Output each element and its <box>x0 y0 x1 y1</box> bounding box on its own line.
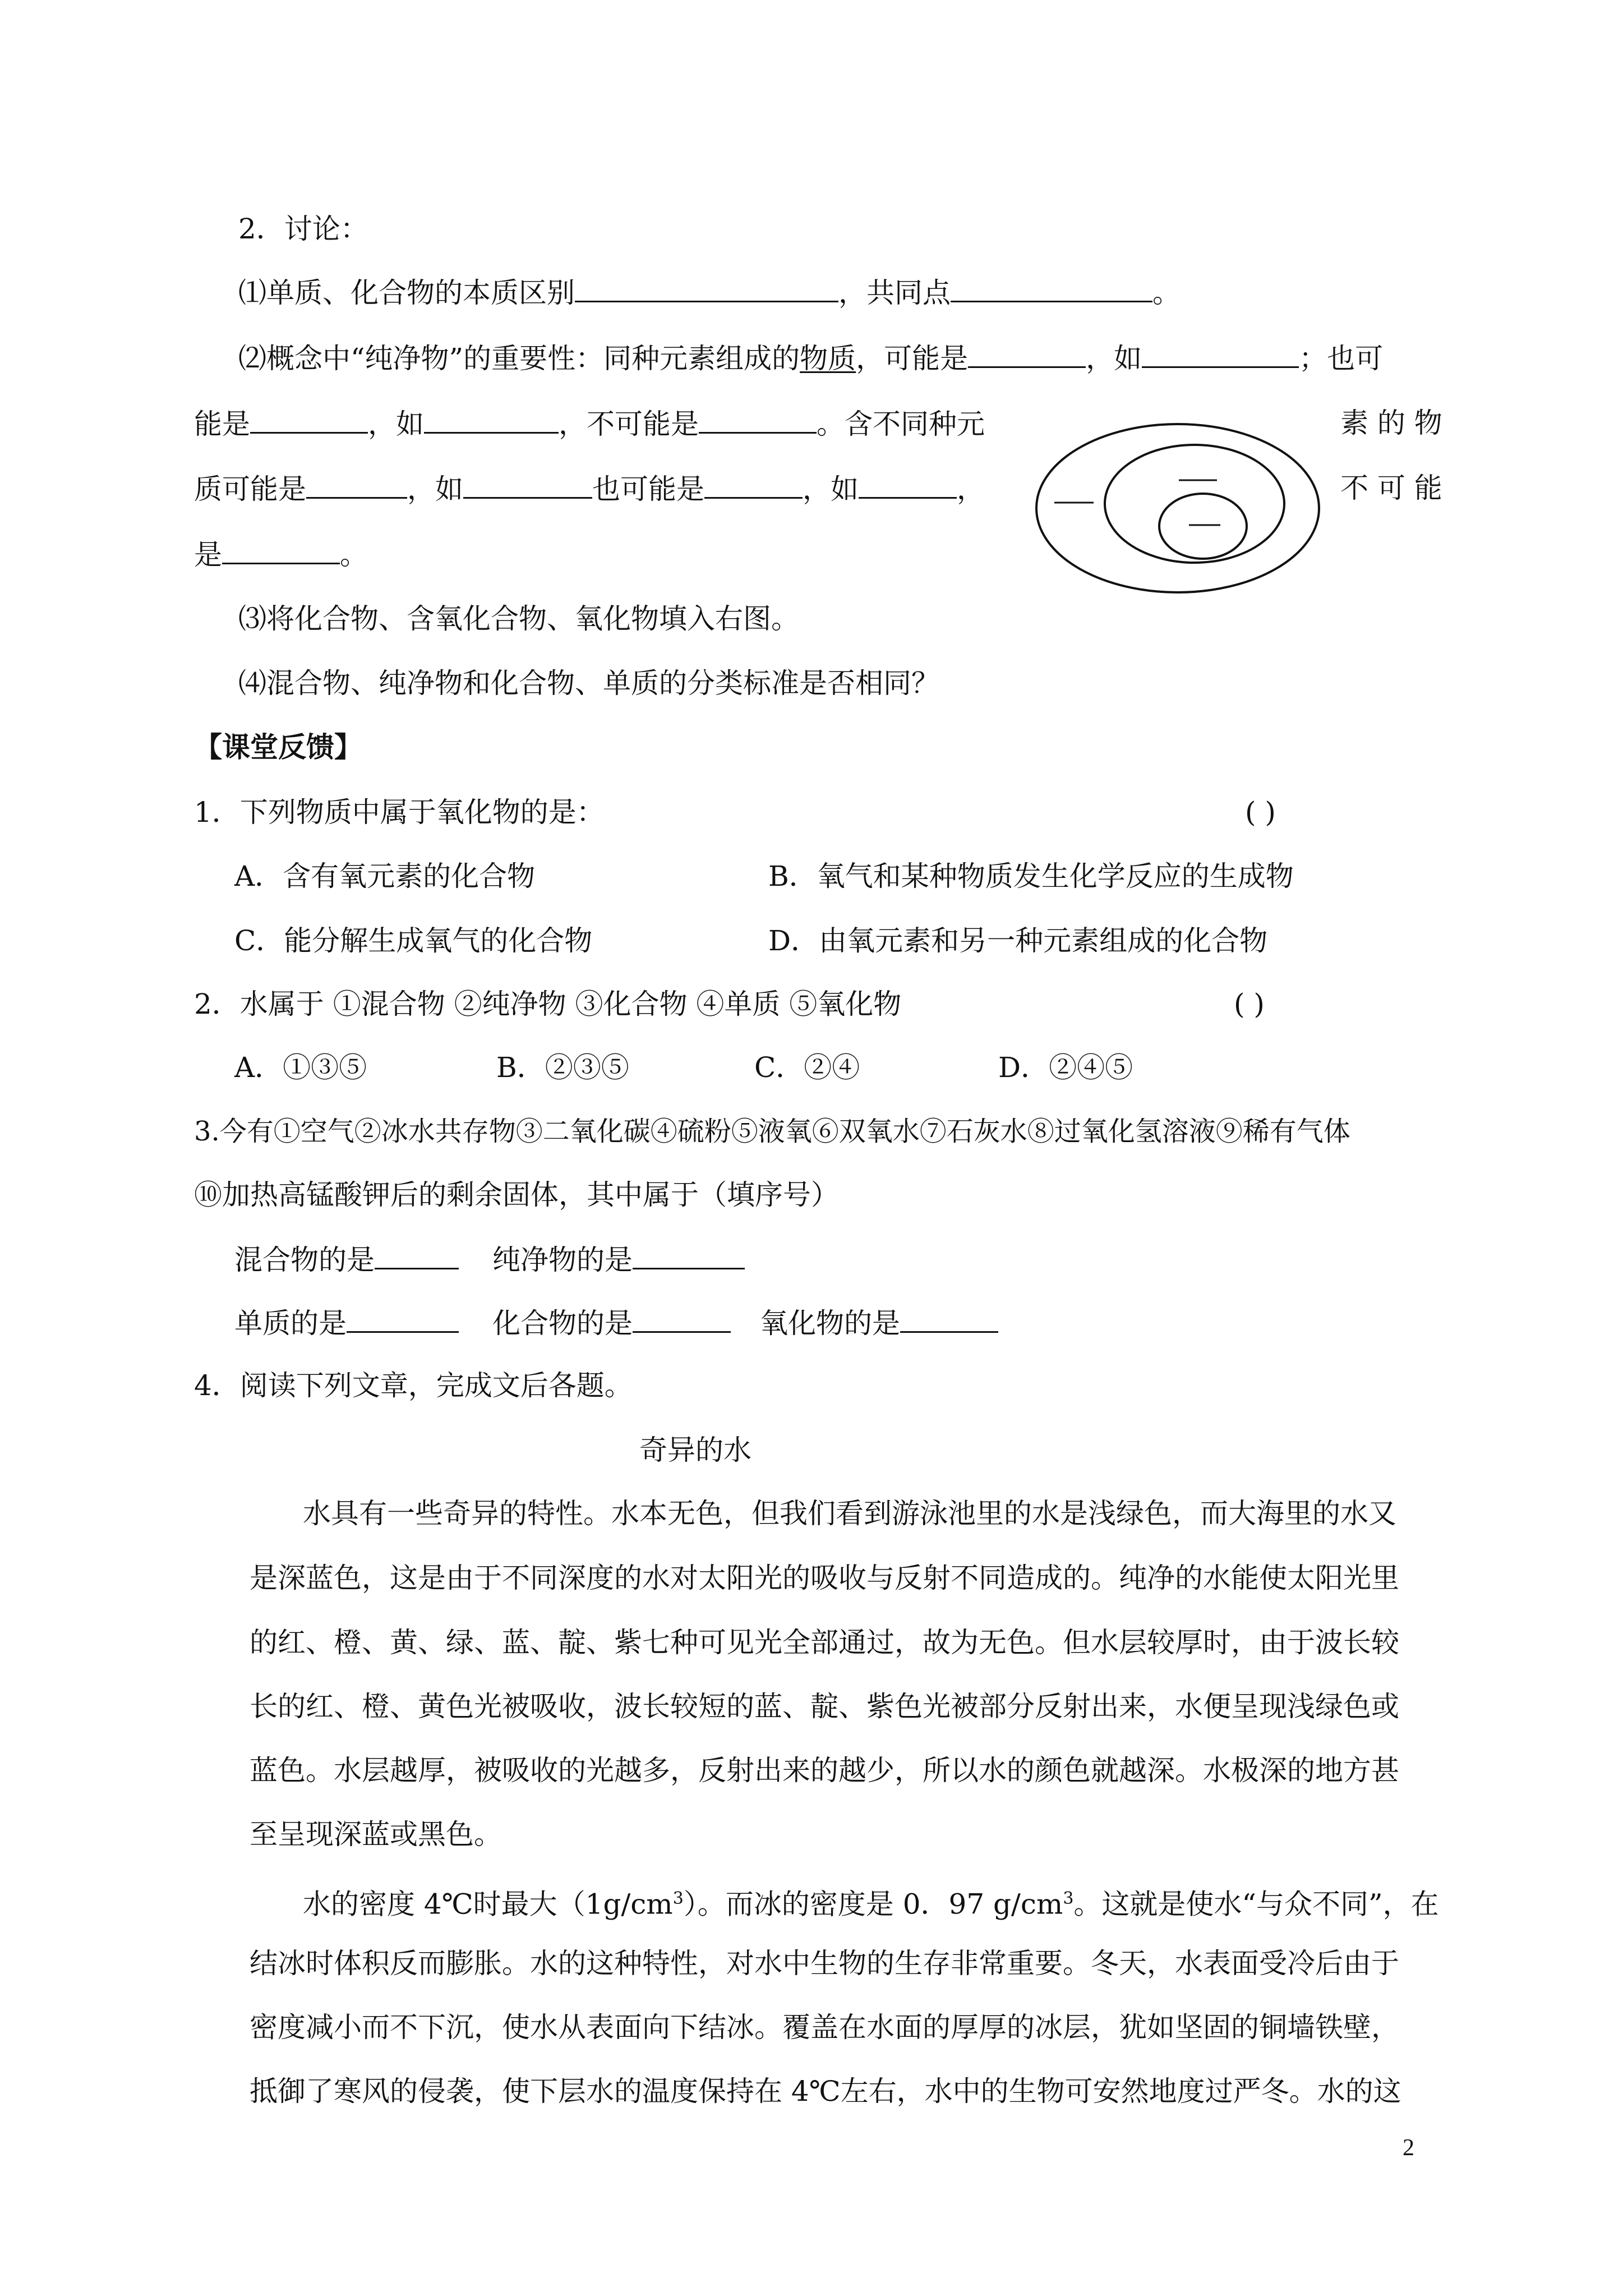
answer-blank[interactable] <box>633 1305 731 1333</box>
answer-blank[interactable] <box>463 471 592 499</box>
discussion-q2-line4: 是 。 <box>194 537 368 572</box>
feedback-q1-option-c[interactable]: C．能分解生成氧气的化合物 <box>234 924 593 957</box>
answer-blank[interactable] <box>575 275 838 302</box>
feedback-q2-option-d[interactable]: D．②④⑤ <box>998 1051 1133 1084</box>
feedback-q3-row2: 单质的是 化合物的是 氧化物的是 <box>234 1305 998 1340</box>
discussion-q2-line3: 质可能是 ，如 也可能是 ，如 ， <box>194 471 985 506</box>
article-p2-line: 抵御了寒风的侵袭，使下层水的温度保持在 4℃左右，水中的生物可安然地度过严冬。水的这 <box>250 2075 1401 2108</box>
inner-ellipse[interactable] <box>1159 494 1247 559</box>
article-p1-line: 水具有一些奇异的特性。水本无色，但我们看到游泳池里的水是浅绿色，而大海里的水又 <box>303 1497 1396 1530</box>
feedback-q4-stem: 4．阅读下列文章，完成文后各题。 <box>194 1369 633 1402</box>
article-p1-line: 长的红、橙、黄色光被吸收，波长较短的蓝、靛、紫色光被部分反射出来，水便呈现浅绿色或 <box>250 1690 1399 1723</box>
article-p1-line: 是深蓝色，这是由于不同深度的水对太阳光的吸收与反射不同造成的。纯净的水能使太阳光里 <box>250 1562 1399 1594</box>
feedback-q2-option-b[interactable]: B．②③⑤ <box>496 1051 629 1084</box>
discussion-q2-line2-right: 素 的 物 <box>1340 407 1442 439</box>
article-title: 奇异的水 <box>639 1434 751 1466</box>
answer-blank[interactable] <box>306 471 407 499</box>
article-p1-line: 的红、橙、黄、绿、蓝、靛、紫七种可见光全部通过，故为无色。但水层较厚时，由于波长较 <box>250 1626 1399 1659</box>
feedback-q1-answer-paren[interactable]: ( ) <box>1245 796 1276 829</box>
answer-blank[interactable] <box>951 275 1152 302</box>
answer-blank[interactable] <box>424 406 559 434</box>
answer-blank[interactable] <box>968 341 1086 368</box>
article-p2-line: 密度减小而不下沉，使水从表面向下结冰。覆盖在水面的厚厚的冰层，犹如坚固的铜墙铁壁， <box>250 2011 1399 2044</box>
outer-ellipse[interactable] <box>1036 424 1319 592</box>
classification-ellipse-diagram[interactable] <box>1032 420 1324 597</box>
feedback-q3-stem-line1: 3.今有①空气②冰水共存物③二氧化碳④硫粉⑤液氧⑥双氧水⑦石灰水⑧过氧化氢溶液⑨稀有气体 <box>194 1116 1350 1147</box>
answer-blank[interactable] <box>1142 341 1299 368</box>
discussion-q2-line1: ⑵概念中“纯净物”的重要性：同种元素组成的物质，可能是 ，如 ；也可 <box>238 341 1383 375</box>
answer-blank[interactable] <box>900 1305 998 1333</box>
middle-ellipse[interactable] <box>1105 445 1284 563</box>
discussion-q3: ⑶将化合物、含氧化合物、氧化物填入右图。 <box>238 602 799 635</box>
feedback-q1-stem: 1．下列物质中属于氧化物的是： <box>194 796 605 829</box>
article-p2-line: 结冰时体积反而膨胀。水的这种特性，对水中生物的生存非常重要。冬天，水表面受冷后由于 <box>250 1947 1399 1980</box>
feedback-q2-option-a[interactable]: A．①③⑤ <box>234 1051 367 1084</box>
feedback-q1-option-a[interactable]: A．含有氧元素的化合物 <box>234 860 536 892</box>
feedback-q3-stem-line2: ⑩加热高锰酸钾后的剩余固体，其中属于（填序号） <box>194 1179 839 1211</box>
feedback-q3-row1: 混合物的是 纯净物的是 <box>234 1242 745 1277</box>
answer-blank[interactable] <box>250 406 368 434</box>
discussion-heading: 2．讨论： <box>238 213 368 245</box>
feedback-q2-stem: 2．水属于 ①混合物 ②纯净物 ③化合物 ④单质 ⑤氧化物 <box>194 988 902 1020</box>
discussion-q2-line3-right: 不 可 能 <box>1340 472 1442 504</box>
feedback-q1-option-d[interactable]: D．由氧元素和另一种元素组成的化合物 <box>768 924 1268 957</box>
discussion-q4: ⑷混合物、纯净物和化合物、单质的分类标准是否相同？ <box>238 667 939 700</box>
feedback-q1-option-b[interactable]: B．氧气和某种物质发生化学反应的生成物 <box>768 860 1294 892</box>
article-p2-line1: 水的密度 4℃时最大$(1g/cm^3)$。而冰的密度是 0．97 $g/cm^3$。这就是使水“与众不同”，在 <box>303 1888 1439 1921</box>
article-p1-line: 至呈现深蓝或黑色。 <box>250 1818 502 1851</box>
answer-blank[interactable] <box>704 471 803 499</box>
discussion-q2-line2: 能是 ，如 ，不可能是 。含不同种元 <box>194 406 985 441</box>
discussion-q1: ⑴单质、化合物的本质区别 ，共同点 。 <box>238 275 1181 310</box>
answer-blank[interactable] <box>222 537 340 564</box>
feedback-q2-option-c[interactable]: C．②④ <box>754 1051 860 1084</box>
answer-blank[interactable] <box>859 471 957 499</box>
feedback-heading: 【课堂反馈】 <box>194 730 362 763</box>
answer-blank[interactable] <box>633 1242 745 1269</box>
page-number: 2 <box>1403 2135 1414 2161</box>
answer-blank[interactable] <box>699 406 817 434</box>
feedback-q2-answer-paren[interactable]: ( ) <box>1234 988 1265 1020</box>
answer-blank[interactable] <box>375 1242 459 1269</box>
article-p1-line: 蓝色。水层越厚，被吸收的光越多，反射出来的越少，所以水的颜色就越深。水极深的地方甚 <box>250 1754 1399 1787</box>
answer-blank[interactable] <box>347 1305 459 1333</box>
